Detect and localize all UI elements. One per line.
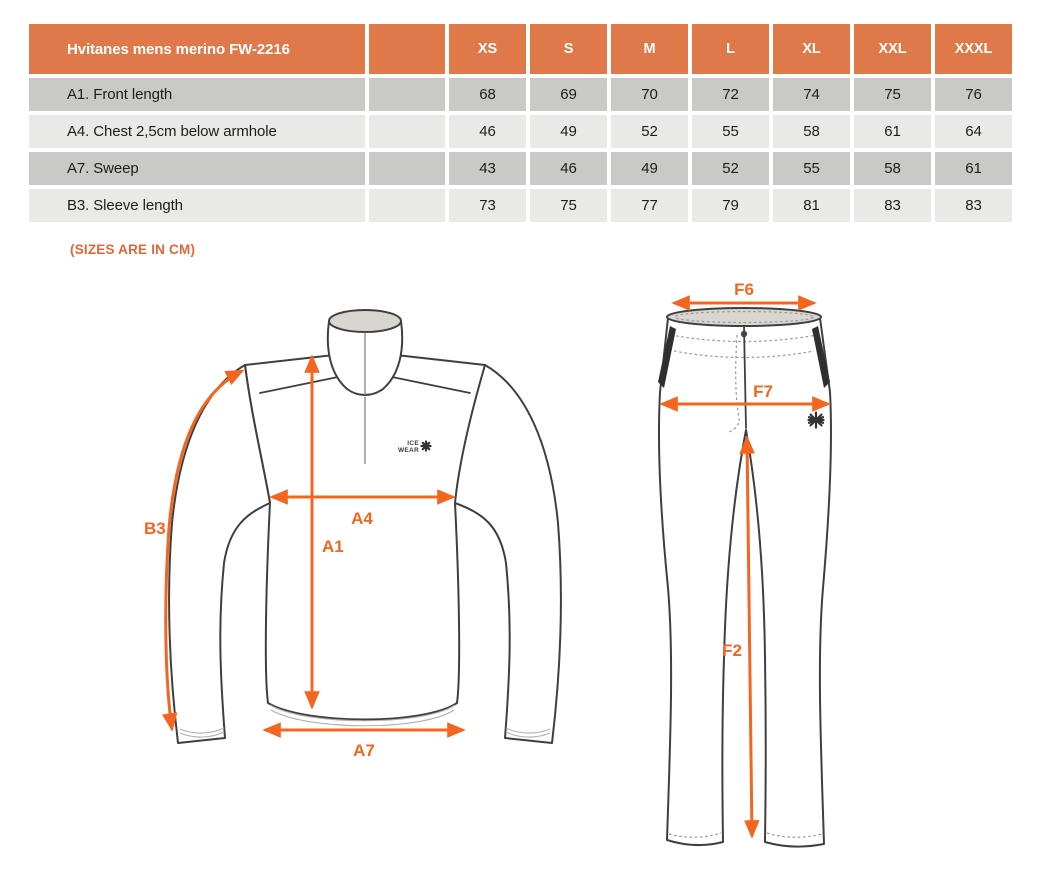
size-value-cell: 43: [449, 152, 526, 185]
row-label: A7. Sweep: [29, 152, 365, 185]
size-value-cell: 52: [611, 115, 688, 148]
svg-text:WEAR: WEAR: [397, 447, 419, 454]
sweater-left-sleeve: [169, 365, 270, 743]
sizes-unit-note: (SIZES ARE IN CM): [70, 242, 196, 257]
row-label: B3. Sleeve length: [29, 189, 365, 222]
f2-measure-label: F2: [722, 641, 742, 660]
size-value-cell: 49: [530, 115, 607, 148]
waist-opening: [667, 308, 821, 326]
size-column-header: S: [530, 24, 607, 74]
size-value-cell: 83: [935, 189, 1012, 222]
size-column-header: M: [611, 24, 688, 74]
size-column-header: XS: [449, 24, 526, 74]
size-value-cell: 64: [935, 115, 1012, 148]
size-column-header: L: [692, 24, 769, 74]
f7-measure-label: F7: [753, 382, 773, 401]
size-value-cell: 61: [935, 152, 1012, 185]
size-value-cell: 70: [611, 78, 688, 111]
snowflake-logo-icon: [422, 442, 431, 451]
svg-text:ICE: ICE: [407, 440, 419, 447]
size-chart-table: [29, 24, 1012, 222]
size-value-cell: 69: [530, 78, 607, 111]
size-value-cell: 55: [773, 152, 850, 185]
header-spacer-cell: [369, 24, 445, 74]
table-title: Hvitanes mens merino FW-2216: [29, 24, 365, 74]
row-spacer-cell: [369, 189, 445, 222]
size-value-cell: 77: [611, 189, 688, 222]
size-value-cell: 46: [530, 152, 607, 185]
size-value-cell: 74: [773, 78, 850, 111]
size-value-cell: 73: [449, 189, 526, 222]
size-value-cell: 79: [692, 189, 769, 222]
row-spacer-cell: [369, 78, 445, 111]
size-column-header: XXXL: [935, 24, 1012, 74]
row-label: A4. Chest 2,5cm below armhole: [29, 115, 365, 148]
size-value-cell: 52: [692, 152, 769, 185]
size-value-cell: 61: [854, 115, 931, 148]
size-value-cell: 68: [449, 78, 526, 111]
size-value-cell: 58: [854, 152, 931, 185]
size-value-cell: 72: [692, 78, 769, 111]
a1-measure-label: A1: [322, 537, 344, 556]
size-value-cell: 76: [935, 78, 1012, 111]
size-value-cell: 75: [530, 189, 607, 222]
row-label: A1. Front length: [29, 78, 365, 111]
row-spacer-cell: [369, 115, 445, 148]
pants-diagram: [630, 278, 940, 878]
size-value-cell: 81: [773, 189, 850, 222]
size-value-cell: 75: [854, 78, 931, 111]
collar-opening: [329, 310, 401, 332]
b3-measure-label: B3: [144, 519, 166, 538]
size-value-cell: 49: [611, 152, 688, 185]
row-spacer-cell: [369, 152, 445, 185]
a4-measure-label: A4: [351, 509, 373, 528]
size-value-cell: 55: [692, 115, 769, 148]
sweater-diagram: [120, 293, 585, 878]
f2-measure-arrow: [747, 438, 752, 836]
a7-measure-label: A7: [353, 741, 375, 760]
size-value-cell: 58: [773, 115, 850, 148]
snowflake-logo-icon: [809, 413, 824, 428]
sweater-right-sleeve: [455, 365, 561, 743]
size-value-cell: 46: [449, 115, 526, 148]
size-column-header: XL: [773, 24, 850, 74]
size-value-cell: 83: [854, 189, 931, 222]
f6-measure-label: F6: [734, 280, 754, 299]
size-column-header: XXL: [854, 24, 931, 74]
